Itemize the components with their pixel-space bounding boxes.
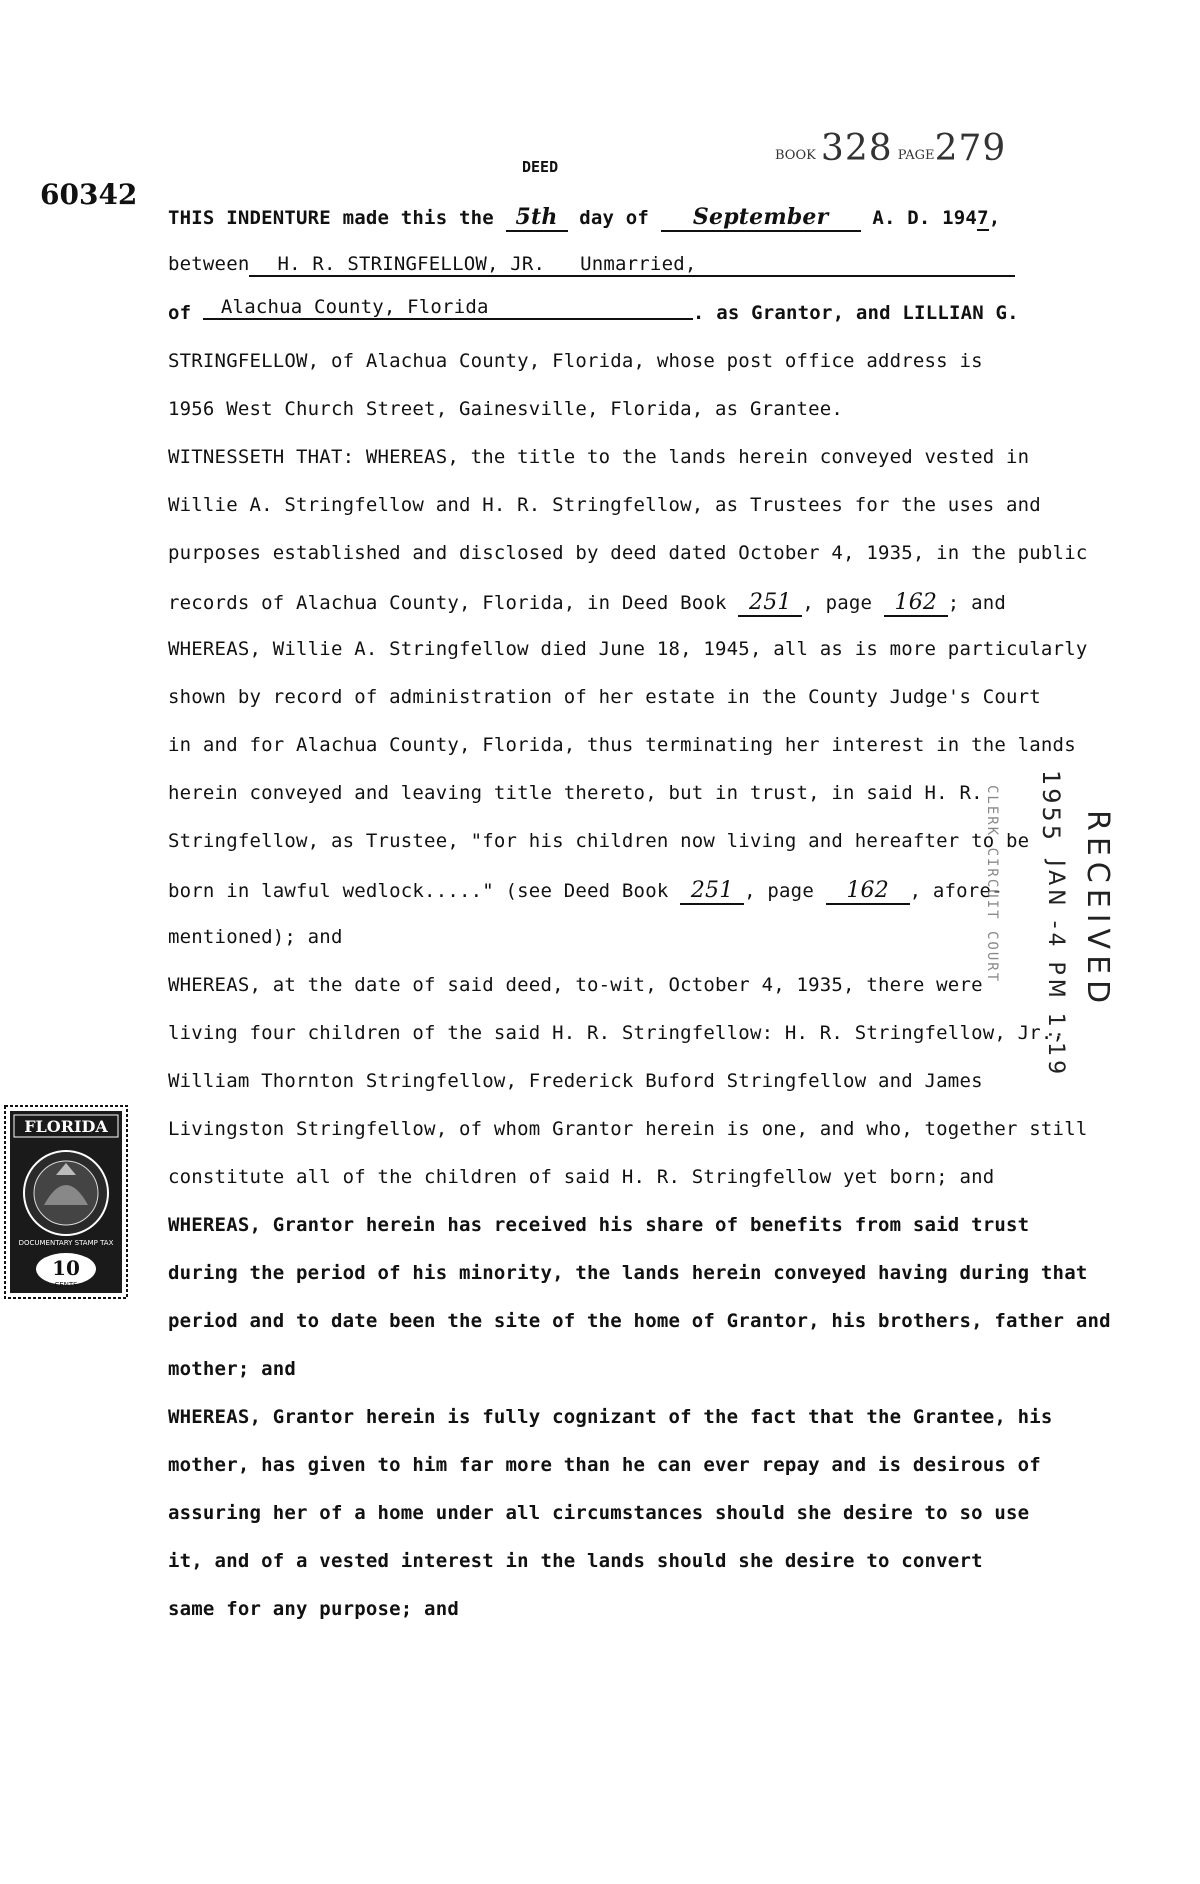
indenture-line — [168, 204, 1000, 232]
body-line: WHEREAS, Willie A. Stringfellow died June 18, 1945, all as is more particularly — [168, 638, 1088, 660]
body-line: living four children of the said H. R. Stringfellow: H. R. Stringfellow, Jr., — [168, 1022, 1065, 1044]
document-number: 60342 — [40, 178, 138, 211]
ref1-page: 162 — [884, 590, 948, 617]
stamp-label-text: DOCUMENTARY STAMP TAX — [18, 1239, 114, 1247]
between-label: between — [168, 253, 250, 275]
ref2-suffix: , afore- — [909, 880, 1003, 902]
as-grantor-text: . as Grantor, and LILLIAN G. — [692, 302, 1019, 324]
ref1-book: 251 — [738, 590, 802, 617]
body-line: William Thornton Stringfellow, Frederick Buford Stringfellow and James — [168, 1070, 983, 1092]
body-line: it, and of a vested interest in the lands should she desire to convert — [168, 1550, 983, 1572]
indenture-prefix: THIS INDENTURE made this the — [168, 207, 494, 229]
grantor-of-line — [168, 296, 1019, 326]
body-line: WHEREAS, Grantor herein has received his share of benefits from said trust — [168, 1214, 1030, 1236]
book-number: 328 — [820, 128, 893, 169]
stamp-unit-text: CENTS — [54, 1281, 78, 1289]
page-label: PAGE — [897, 148, 935, 163]
documentary-stamp-icon — [4, 1105, 128, 1299]
body-line: constitute all of the children of said H. R. Stringfellow yet born; and — [168, 1166, 995, 1188]
year-digit: 7 — [977, 207, 989, 229]
body-line: Willie A. Stringfellow and H. R. Stringfellow, as Trustees for the uses and — [168, 494, 1041, 516]
book-page-reference — [775, 128, 1006, 169]
book-label: BOOK — [775, 148, 816, 163]
deed-book-reference-line — [168, 878, 1003, 905]
body-line: mother; and — [168, 1358, 297, 1380]
body-line: Livingston Stringfellow, of whom Grantor herein is one, and who, together still — [168, 1118, 1088, 1140]
clerk-office-stamp: CLERK CIRCUIT COURT — [984, 785, 1000, 984]
deed-book-reference-line — [168, 590, 1006, 617]
ref1-prefix: records of Alachua County, Florida, in Deed Book — [168, 592, 727, 614]
year-suffix: , — [988, 207, 1001, 229]
between-line — [168, 253, 1015, 277]
day-of-label: day of — [579, 207, 650, 229]
body-line: STRINGFELLOW, of Alachua County, Florida, whose post office address is — [168, 350, 983, 372]
ref2-page: 162 — [826, 878, 910, 905]
ref1-suffix: ; and — [947, 592, 1006, 614]
ref2-mid: , page — [744, 880, 814, 902]
body-line: Stringfellow, as Trustee, "for his children now living and hereafter to be — [168, 830, 1030, 852]
deed-title: DEED — [522, 158, 559, 176]
body-line: WHEREAS, Grantor herein is fully cognizant of the fact that the Grantee, his — [168, 1406, 1053, 1428]
of-label: of — [168, 302, 192, 324]
stamp-value-text: 10 — [52, 1256, 80, 1280]
ref1-mid: , page — [802, 592, 873, 614]
body-line: mentioned); and — [168, 926, 343, 948]
received-year: 1955 — [1037, 770, 1065, 844]
body-line: shown by record of administration of her estate in the County Judge's Court — [168, 686, 1041, 708]
year-prefix: A. D. 194 — [872, 207, 978, 229]
stamp-state-text: FLORIDA — [24, 1117, 108, 1136]
body-line: WITNESSETH THAT: WHEREAS, the title to the lands herein conveyed vested in — [168, 446, 1030, 468]
body-line: mother, has given to him far more than he can ever repay and is desirous of — [168, 1454, 1041, 1476]
received-word: RECEIVED — [1080, 810, 1115, 1010]
grantor-name: H. R. STRINGFELLOW, JR. Unmarried, — [249, 253, 1015, 277]
body-line: period and to date been the site of the home of Grantor, his brothers, father and — [168, 1310, 1111, 1332]
body-line: WHEREAS, at the date of said deed, to-wit, October 4, 1935, there were — [168, 974, 983, 996]
handwritten-month: September — [661, 204, 861, 232]
received-date: JAN -4 PM 1:19 — [1043, 860, 1068, 1079]
body-line: 1956 West Church Street, Gainesville, Florida, as Grantee. — [168, 398, 844, 420]
handwritten-day: 5th — [506, 204, 568, 232]
body-line: assuring her of a home under all circumstances should she desire to so use — [168, 1502, 1030, 1524]
ref2-book: 251 — [680, 878, 744, 905]
grantor-county: Alachua County, Florida — [203, 296, 693, 320]
body-line: herein conveyed and leaving title thereto, but in trust, in said H. R. — [168, 782, 983, 804]
body-line: same for any purpose; and — [168, 1598, 459, 1620]
body-line: during the period of his minority, the lands herein conveyed having during that — [168, 1262, 1088, 1284]
page-number: 279 — [934, 128, 1007, 169]
ref2-prefix: born in lawful wedlock....." (see Deed Book — [168, 880, 669, 902]
body-line: purposes established and disclosed by deed dated October 4, 1935, in the public — [168, 542, 1088, 564]
body-line: in and for Alachua County, Florida, thus terminating her interest in the lands — [168, 734, 1076, 756]
